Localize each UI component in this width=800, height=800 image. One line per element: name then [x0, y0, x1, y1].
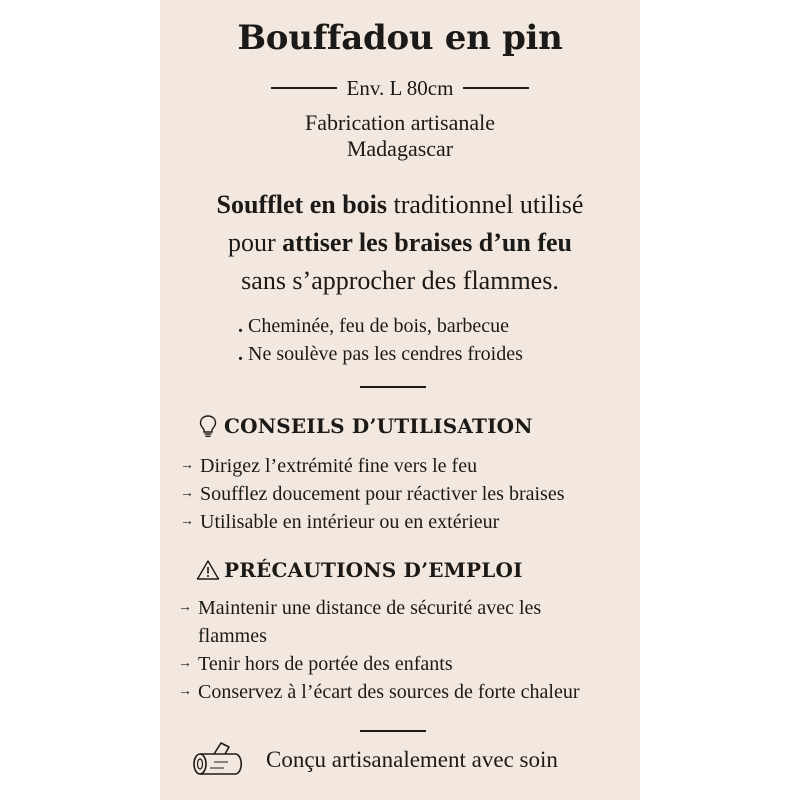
dimension-row [160, 76, 640, 100]
intro-text-2: pour [227, 228, 283, 257]
arrow-icon: → [178, 684, 192, 699]
intro-line-3: sans s’approcher des flammes. [241, 266, 559, 295]
tips-list [180, 452, 630, 536]
arrow-icon: → [178, 600, 192, 615]
precaution-item [178, 650, 638, 678]
warning-icon [196, 558, 220, 582]
tip-text: Utilisable en intérieur ou en extérieur [200, 511, 500, 533]
bullet-dot: . [238, 343, 243, 365]
precaution-item [178, 594, 638, 650]
feature-text: Ne soulève pas les cendres froides [248, 343, 523, 365]
arrow-icon: → [180, 514, 194, 529]
origin-line-1: Fabrication artisanale [305, 110, 495, 135]
tip-item [180, 480, 630, 508]
arrow-icon: → [178, 656, 192, 671]
divider-left [271, 87, 337, 89]
precaution-item [178, 678, 638, 706]
lightbulb-icon [196, 414, 220, 438]
feature-item [238, 312, 523, 340]
precautions-heading [196, 558, 523, 582]
dimension-label: Env. L 80cm [346, 76, 454, 100]
feature-list [238, 312, 523, 368]
product-card [160, 0, 640, 800]
arrow-icon: → [180, 486, 194, 501]
tip-item [180, 452, 630, 480]
intro-bold-1: Soufflet en bois [216, 190, 388, 219]
footer-text: Conçu artisanalement avec soin [266, 747, 558, 772]
precaution-text: Tenir hors de portée des enfants [198, 653, 453, 675]
footer [190, 738, 558, 782]
tip-text: Dirigez l’extrémité fine vers le feu [200, 455, 478, 477]
bullet-dot: . [238, 315, 243, 337]
precaution-text: Maintenir une distance de sécurité avec les flammes [198, 597, 542, 647]
tips-heading-text: CONSEILS D’UTILISATION [224, 414, 533, 438]
tip-text: Soufflez doucement pour réactiver les braises [200, 483, 565, 505]
feature-item [238, 340, 523, 368]
origin-line-2: Madagascar [346, 136, 454, 161]
intro-paragraph [160, 186, 640, 300]
tips-heading [196, 414, 533, 438]
divider-right [463, 87, 529, 89]
product-title: Bouffadou en pin [237, 18, 563, 58]
log-icon [190, 738, 252, 782]
section-divider [360, 730, 426, 732]
feature-text: Cheminée, feu de bois, barbecue [248, 315, 510, 337]
arrow-icon: → [180, 458, 194, 473]
precautions-heading-text: PRÉCAUTIONS D’EMPLOI [224, 558, 523, 582]
origin-block [160, 110, 640, 162]
precautions-list [178, 594, 638, 706]
section-divider [360, 386, 426, 388]
tip-item [180, 508, 630, 536]
precaution-text: Conservez à l’écart des sources de forte chaleur [198, 681, 580, 703]
intro-bold-2: attiser les braises d’un feu [282, 228, 573, 257]
intro-text-1: traditionnel utilisé [387, 190, 584, 219]
intro-line-1 [160, 186, 640, 224]
intro-line-2 [160, 224, 640, 262]
